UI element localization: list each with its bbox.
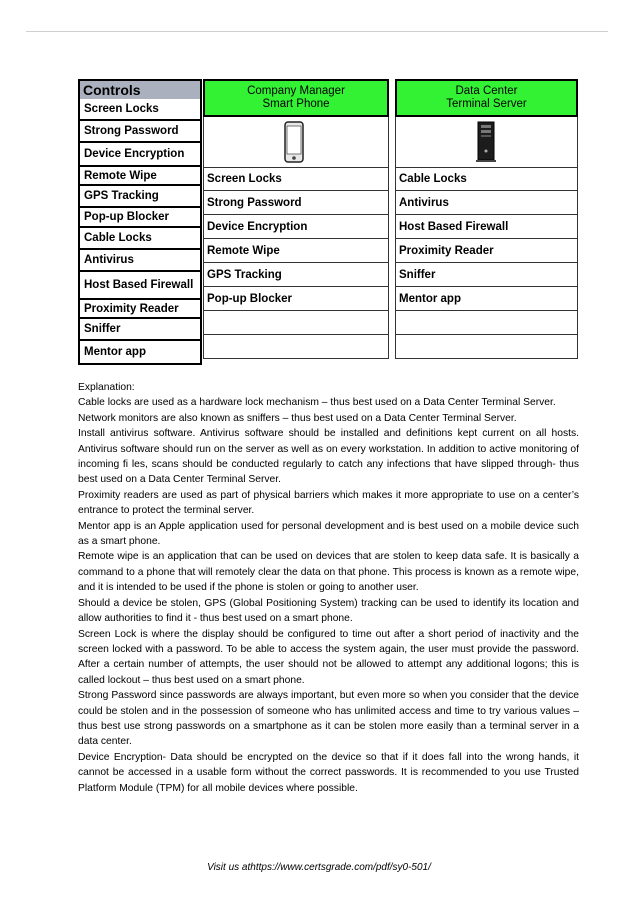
explanation-paragraph: Proximity readers are used as part of physical barriers which makes it more appropriate to use on a center’s entrance to protect the terminal server.	[78, 489, 579, 517]
control-item[interactable]: Cable Locks	[78, 228, 202, 250]
footer-link[interactable]: Visit us athttps://www.certsgrade.com/pdf/sy0-501/	[207, 862, 431, 873]
control-item[interactable]: Mentor app	[78, 341, 202, 365]
server-panel-header	[395, 79, 578, 117]
smartphone-device-area	[203, 117, 389, 167]
smartphone-title-line2: Smart Phone	[262, 98, 330, 110]
explanation-paragraph: Network monitors are also known as sniffers – thus best used on a Data Center Terminal Server.	[78, 412, 517, 424]
explanation-paragraph: Should a device be stolen, GPS (Global Positioning System) tracking can be used to identify its location and allow authorities to find it - thus best used on a smart phone.	[78, 597, 579, 625]
control-item[interactable]: GPS Tracking	[78, 186, 202, 208]
explanation-paragraph: Mentor app is an Apple application used for personal development and is best used on a mobile device such as a smart phone.	[78, 520, 579, 548]
control-item[interactable]: Device Encryption	[78, 143, 202, 167]
smartphone-panel-header	[203, 79, 389, 117]
explanation-heading: Explanation:	[78, 382, 135, 393]
server-drop-slot[interactable]: Proximity Reader	[395, 239, 578, 263]
server-drop-slot[interactable]: Antivirus	[395, 191, 578, 215]
smartphone-title-line1: Company Manager	[247, 85, 345, 97]
controls-list	[78, 79, 202, 365]
server-tower-icon	[474, 121, 498, 163]
control-item[interactable]: Host Based Firewall	[78, 272, 202, 300]
explanation-paragraph: Device Encryption- Data should be encrypted on the device so that if it does fall into the wrong hands, it cannot be accessed in a usable form without the correct passwords. It is recommended to you use Trusted Platform Module (TPM) for all mobile devices where possible.	[78, 751, 579, 794]
explanation-paragraph: Screen Lock is where the display should be configured to time out after a short period of inactivity and the screen locked with a password. To be able to access the system again, the user must provide the password. After a certain number of attempts, the user should not be allowed to attempt any additional logons; this is called lockout – thus best used on a smart phone.	[78, 628, 579, 686]
server-drop-slot[interactable]: Cable Locks	[395, 167, 578, 191]
server-drop-slot[interactable]	[395, 335, 578, 359]
explanation-paragraph: Cable locks are used as a hardware lock mechanism – thus best used on a Data Center Terminal Server.	[78, 397, 556, 409]
smartphone-drop-slot[interactable]: GPS Tracking	[203, 263, 389, 287]
smartphone-icon	[284, 121, 304, 163]
explanation-paragraph: Install antivirus software. Antivirus software should be installed and definitions kept current on all hosts. Antivirus software should run on the server as well as on every workstation. In addition to active monitoring of incoming fi les, scans should be conducted regularly to catch any infections that have slipped through- thus best used on a Data Center Terminal Server.	[78, 428, 579, 486]
smartphone-drop-slot[interactable]: Strong Password	[203, 191, 389, 215]
smartphone-drop-slot[interactable]	[203, 311, 389, 335]
server-title-line2: Terminal Server	[446, 98, 527, 110]
server-panel	[395, 79, 578, 359]
explanation-paragraph: Remote wipe is an application that can be used on devices that are stolen to keep data safe. It is basically a command to a phone that will remotely clear the data on that phone. This process is known as a remote wipe, and it is intended to be used if the phone is stolen or going to another user.	[78, 551, 579, 594]
smartphone-drop-slot[interactable]	[203, 335, 389, 359]
control-item[interactable]: Antivirus	[78, 250, 202, 272]
control-item[interactable]: Remote Wipe	[78, 167, 202, 186]
smartphone-drop-slot[interactable]: Device Encryption	[203, 215, 389, 239]
smartphone-drop-slot[interactable]: Screen Locks	[203, 167, 389, 191]
top-divider	[26, 31, 608, 32]
server-title-line1: Data Center	[455, 85, 518, 97]
controls-header: Controls	[78, 79, 202, 99]
control-item[interactable]: Strong Password	[78, 121, 202, 143]
smartphone-drop-slot[interactable]: Remote Wipe	[203, 239, 389, 263]
server-drop-slot[interactable]	[395, 311, 578, 335]
smartphone-panel	[203, 79, 389, 359]
server-device-area	[395, 117, 578, 167]
control-item[interactable]: Screen Locks	[78, 99, 202, 121]
controls-drag-drop-figure	[78, 79, 580, 367]
explanation-paragraph: Strong Password since passwords are always important, but even more so when you consider that the device could be stolen and in the possession of someone who has unlimited access and time to try various values – thus best use strong passwords on a smartphone as it can be stolen more easily than a terminal server in a data center.	[78, 690, 579, 748]
server-drop-slot[interactable]: Host Based Firewall	[395, 215, 578, 239]
control-item[interactable]: Proximity Reader	[78, 300, 202, 319]
smartphone-drop-slot[interactable]: Pop-up Blocker	[203, 287, 389, 311]
server-drop-slot[interactable]: Sniffer	[395, 263, 578, 287]
control-item[interactable]: Pop-up Blocker	[78, 208, 202, 228]
control-item[interactable]: Sniffer	[78, 319, 202, 341]
explanation-text	[78, 380, 579, 796]
server-drop-slot[interactable]: Mentor app	[395, 287, 578, 311]
